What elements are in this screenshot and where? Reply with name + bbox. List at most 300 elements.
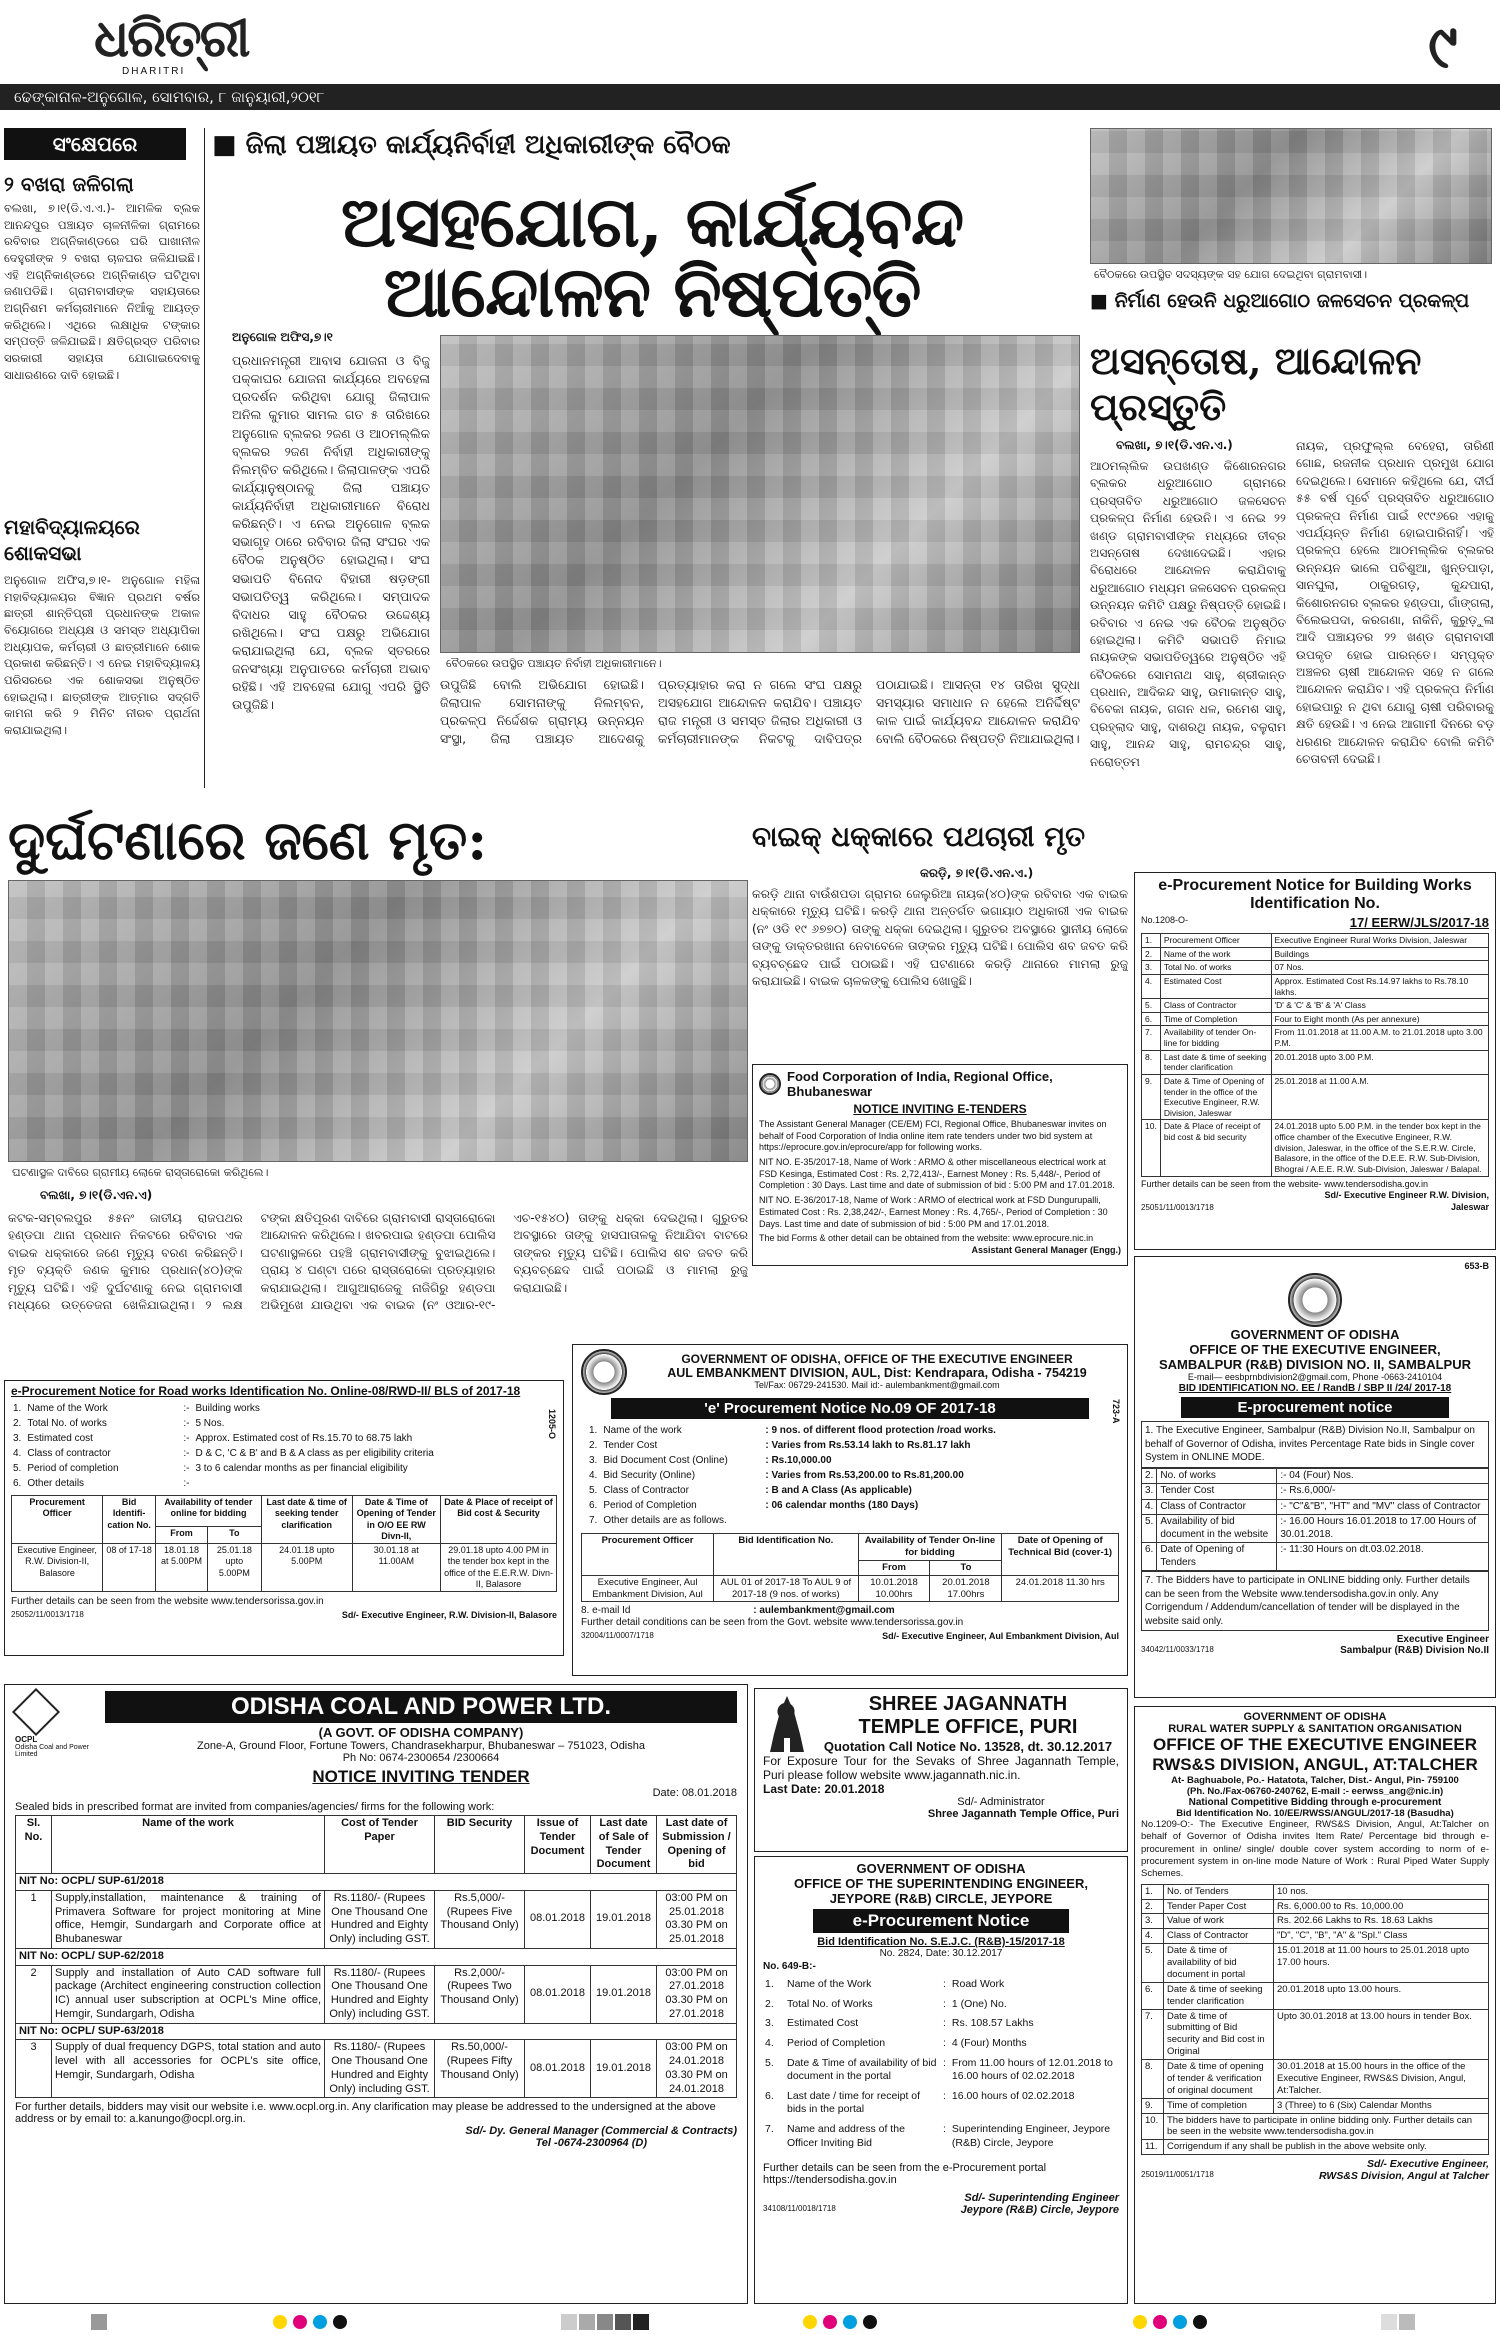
balasore-title: e-Procurement Notice for Road works Identification No. Online-08/RWD-II/ BLS of 2017-18 <box>11 1384 521 1398</box>
row-value: 07 Nos. <box>1271 961 1488 975</box>
fci-ad <box>752 1064 1128 1266</box>
jaleswar-ad <box>1134 872 1496 1250</box>
cell-submission: 03:00 PM on 27.01.2018 03.30 PM on 27.01.2018 <box>657 1965 737 2023</box>
ocpl-sign2: Tel -0674-2300964 (D) <box>535 2137 647 2150</box>
fci-text: The Assistant General Manager (CE/EM) FCI, Regional Office, Bhubaneswar invites on behalf of Food Corporation of India online item rate tenders under two bid system at https://eprocure.gov.in/eprocure/app for following works. <box>759 1119 1107 1153</box>
separator: : <box>943 2036 946 2049</box>
jeypore-ad <box>754 1856 1128 2304</box>
balasore-sign-row <box>11 1610 557 1622</box>
item-number: 5. <box>765 2056 774 2069</box>
fci-header <box>759 1069 1121 1099</box>
bike-text: କରଡ଼ି ଥାନା ବାଉଁଶପଡା ଗ୍ରାମର ଜେଲୁରିଆ ନାୟକ(୪୦)ଙ୍କ ରବିବାର ଏକ ବାଇକ ଧକ୍କାରେ ମୃତ୍ୟୁ ଘଟିଛି। କରଡ଼ି ଥାନା ଅନ୍ତର୍ଗତ ଭଗାୟାଠ ଅଧିକାରୀ ଏକ ବାଇକ (ନଂ ଓଡି ୧୯ ୬୭୭୦) ତାଙ୍କୁ ଧକ୍କା ଦେଇଥିଲା। ଗୁରୁତର ଅବସ୍ଥାରେ ସ୍ଥାନୀୟ ଲୋକେ ତାଙ୍କୁ ଡାକ୍ତରଖାନା ନେବାବେଳେ ତାଙ୍କର ମୃତ୍ୟୁ ଘଟିଛି। ପୋଲିସ ଶବ ଜବତ କରି ବ୍ୟବଚ୍ଛେଦ ପାଇଁ ପଠାଇଛି। ଏହି ଘଟଣାରେ କରଡ଼ି ଥାନାରେ ମାମଲା ରୁଜୁ କରାଯାଇଛି। ବାଇକ ଚାଳକଙ୍କୁ ପୋଲିସ ଖୋଜୁଛି। <box>752 887 1128 988</box>
row-label: Tender Cost <box>1157 1484 1277 1500</box>
sambalpur-text: 1. The Executive Engineer, Sambalpur (R&B) Division No.II, Sambalpur on behalf of Governor of Odisha, invites Percentage Rate bids in Single cover System in ONLINE MODE. <box>1141 1421 1489 1468</box>
lead-kicker: ■ ଜିଲା ପଞ୍ଚାୟତ କାର୍ଯ୍ୟନିର୍ବାହୀ ଅଧିକାରୀଙ୍କ ବୈଠକ <box>212 130 731 160</box>
balasore-code: 25052/11/0013/1718 <box>11 1610 84 1619</box>
item-number: 1. <box>589 1425 598 1436</box>
row-label: Date & time of opening of tender & verification of original document <box>1164 2060 1274 2099</box>
row-label: No. of Tenders <box>1164 1884 1274 1899</box>
list-item <box>13 1447 434 1460</box>
row-value: Rs. 202.66 Lakhs to Rs. 18.63 Lakhs <box>1274 1914 1489 1929</box>
item-value: Approx. Estimated cost of Rs.15.70 to 68.75 lakh <box>195 1433 413 1444</box>
separator: : <box>943 2017 946 2030</box>
cell-cost: Rs.1180/- (Rupees One Thousand One Hundred and Eighty Only) including GST. <box>325 1965 435 2023</box>
table-row <box>1142 961 1489 975</box>
row-number: 6. <box>1142 1982 1164 2009</box>
color-dots-right <box>1130 2314 1210 2333</box>
sambalpur-l1: GOVERNMENT OF ODISHA <box>1230 1326 1400 1342</box>
sambalpur-sign2: Sambalpur (R&B) Division No.II <box>1340 1645 1489 1657</box>
item-value: Building works <box>195 1403 260 1414</box>
row-number: 3. <box>1142 1914 1164 1929</box>
cell-sale: 19.01.2018 <box>591 2040 657 2098</box>
row-label: Date & time of seeking tender clarification <box>1164 1982 1274 2009</box>
puri-sign1: Sd/- Administrator <box>957 1796 1045 1808</box>
aul-header <box>581 1349 1119 1395</box>
table-row <box>1142 2113 1489 2140</box>
row-value: 30.01.2018 at 15.00 hours in the office of the Executive Engineer, RWS&S Division, Angul, At:Talcher. <box>1274 2060 1489 2099</box>
item-number: 4. <box>589 1470 598 1481</box>
separator: : <box>943 1978 946 1990</box>
table-row <box>1142 1074 1489 1120</box>
item-number: 6. <box>765 2089 774 2102</box>
cell-submission: 03:00 PM on 25.01.2018 03.30 PM on 25.01.2018 <box>657 1890 737 1948</box>
cell-security: Rs.50,000/- (Rupees Fifty Thousand Only) <box>435 2040 525 2098</box>
item-number: 5. <box>13 1463 22 1474</box>
item-value: 5 Nos. <box>195 1418 225 1429</box>
item-value <box>195 1477 433 1490</box>
row-label: No. of works <box>1157 1468 1277 1484</box>
row-label: Class of Contractor <box>1164 1929 1274 1944</box>
list-item <box>765 1998 1117 2016</box>
cell-cost: Rs.1180/- (Rupees One Thousand One Hundred and Eighty Only) including GST. <box>325 1890 435 1948</box>
talcher-l8: Bid Identification No. 10/EE/RWSS/ANGUL/2017-18 (Basudha) <box>1176 1808 1454 1819</box>
item-value: 1 (One) No. <box>951 1997 1007 2010</box>
sambalpur-code: 34042/11/0033/1718 <box>1141 1645 1214 1655</box>
jaleswar-memo: No.1208-O- <box>1141 915 1189 925</box>
jeypore-sign1: Sd/- Superintending Engineer <box>964 2192 1119 2205</box>
balasore-cell-open: 30.01.18 at 11.00AM <box>352 1544 440 1592</box>
fci-footer: The bid Forms & other detail can be obtained from the website: www.eprocure.nic.in <box>759 1233 1094 1244</box>
balasore-th-open: Date & Time of Opening of Tender in O/O EE RW Divn-II, <box>352 1496 440 1544</box>
ocpl-date: Date: 08.01.2018 <box>652 1787 737 1799</box>
ocpl-title: ODISHA COAL AND POWER LTD. <box>105 1691 737 1723</box>
cell-cost: Rs.1180/- (Rupees One Thousand One Hundred and Eighty Only) including GST. <box>325 2040 435 2098</box>
row-label: Total No. of works <box>1160 961 1271 975</box>
ocpl-header-text <box>105 1691 737 1787</box>
item-value: : 9 nos. of different flood protection /road works. <box>765 1425 996 1436</box>
list-item <box>589 1454 996 1467</box>
item-value: : Rs.10,000.00 <box>765 1455 832 1466</box>
item-number: 1. <box>13 1403 22 1414</box>
gray-squares <box>560 2314 650 2334</box>
row-value: "D", "C", "B", "A" & "Spl." Class <box>1274 1929 1489 1944</box>
separator: : <box>943 2089 946 2102</box>
cell-work: Supply,installation, maintenance & training of Primavera Software for project monitoring at Mine office, Hemgir, Sundargarh and Corporate office at Bhubaneswar <box>52 1890 325 1948</box>
cell-issue: 08.01.2018 <box>525 2040 591 2098</box>
item-label: Estimated Cost <box>787 2017 859 2030</box>
talcher-table <box>1141 1884 1489 2156</box>
table-row <box>1142 1914 1489 1929</box>
row-value: Four to Eight month (As per annexure) <box>1271 1012 1488 1026</box>
row-number: 10. <box>1142 1120 1161 1176</box>
jeypore-l3: JEYPORE (R&B) CIRCLE, JEYPORE <box>829 1891 1053 1906</box>
row-value: 3 (Three) to 6 (Six) Calendar Months <box>1274 2098 1489 2113</box>
row-value: :- 16.00 Hours 16.01.2018 to 17.00 Hours of 30.01.2018. <box>1277 1515 1489 1543</box>
aul-cell-officer: Executive Engineer, Aul Embankment Division, Aul <box>582 1575 714 1602</box>
jeypore-bid: Bid Identification No. S.E.J.C. (R&B)-15/2017-18 <box>817 1936 1065 1948</box>
table-row <box>1142 1515 1489 1543</box>
brief-tag: ସଂକ୍ଷେପରେ <box>4 128 186 160</box>
dharua-kicker: ■ ନିର୍ମାଣ ହେଉନି ଧରୁଆଗୋଠ ଜଳସେଚନ ପ୍ରକଳ୍ପ <box>1090 290 1470 312</box>
list-item <box>765 2057 1117 2088</box>
nit-number: NIT No: OCPL/ SUP-63/2018 <box>16 2023 737 2040</box>
table-row <box>16 2040 737 2098</box>
row-label: Date & time of availability of bid document in portal <box>1164 1944 1274 1983</box>
lead-story <box>212 130 1092 333</box>
item-label: Total No. of Works <box>787 1997 873 2010</box>
aul-email-row <box>581 1605 1119 1616</box>
list-item <box>765 2090 1117 2121</box>
ocpl-table <box>15 1815 737 2098</box>
balasore-cell-from: 18.01.18 at 5.00PM <box>156 1544 208 1592</box>
aul-code: 32004/11/0007/1718 <box>581 1631 654 1641</box>
nit-number: NIT No: OCPL/ SUP-61/2018 <box>16 1874 737 1891</box>
fci-logo-icon <box>759 1073 781 1095</box>
talcher-l2: RURAL WATER SUPPLY & SANITATION ORGANISATION <box>1168 1723 1462 1735</box>
row-label: Time of completion <box>1164 2098 1274 2113</box>
table-row <box>1142 1120 1489 1176</box>
item-number: 2. <box>765 1997 774 2010</box>
table-row <box>1142 999 1489 1013</box>
row-value: Upto 30.01.2018 at 13.00 hours in tender Box. <box>1274 2009 1489 2060</box>
list-item <box>589 1439 996 1452</box>
masthead-band <box>0 0 1500 110</box>
brief-item2-text: ଅନୁଗୋଳ ଅଫିସ,୭।୧- ଅନୁଗୋଳ ମହିଳା ମହାବିଦ୍ୟାଳୟର ବିଜ୍ଞାନ ପ୍ରଥମ ବର୍ଷର ଛାତ୍ରୀ ଶାନ୍ତିପ୍ରୀ ପ୍ରଧାନଙ୍କ ଅକାଳ ବିୟୋଗରେ ଅଧ୍ୟକ୍ଷ ଓ ସମସ୍ତ ଅଧ୍ୟାପିକା ଅଧ୍ୟାପକ, କର୍ମଚାରୀ ଓ ଛାତ୍ରୀମାନେ ଶୋକ ପ୍ରକାଶ କରିଛନ୍ତି। ଏ ନେଇ ମହାବିଦ୍ୟାଳୟ ପରିସରରେ ଏକ ଶୋକସଭା ଅନୁଷ୍ଠିତ ହୋଇଥିଲା। ଛାତ୍ରୀଙ୍କ ଆତ୍ମାର ସଦ୍ଗତି କାମନା କରି ୨ ମିନିଟ ନୀରବ ପ୍ରାର୍ଥନା କରାଯାଇଥିଲା। <box>4 573 200 738</box>
aul-sign-row <box>581 1631 1119 1643</box>
aul-banner: 'e' Procurement Notice No.09 OF 2017-18 <box>611 1398 1089 1419</box>
separator: :- <box>183 1433 190 1444</box>
row-number: 5. <box>1142 1944 1164 1983</box>
row-number: 4. <box>1142 1929 1164 1944</box>
jaleswar-footer: Further details can be seen from the website- www.tendersodisha.gov.in <box>1141 1178 1428 1189</box>
item-label: Period of Completion <box>603 1500 697 1511</box>
row-value: 'D' & 'C' & 'B' & 'A' Class <box>1271 999 1488 1013</box>
list-item <box>765 2123 1117 2154</box>
puri-last: Last Date: 20.01.2018 <box>763 1782 885 1796</box>
row-label: Value of work <box>1164 1914 1274 1929</box>
row-value: 25.01.2018 at 11.00 A.M. <box>1271 1074 1488 1120</box>
list-item <box>765 2017 1117 2035</box>
balasore-cell-bid: 08 of 17-18 <box>103 1544 156 1592</box>
balasore-table <box>11 1495 557 1592</box>
balasore-cell-clarify: 24.01.18 upto 5.00PM <box>261 1544 352 1592</box>
balasore-th-from: From <box>156 1526 208 1543</box>
row-label: Date & Place of receipt of bid cost & bid security <box>1160 1120 1271 1176</box>
brief-item1-head: ୨ ବଖରା ଜଳିଗଲା <box>4 172 134 196</box>
item-label: Name and address of the Officer Inviting Bid <box>787 2123 905 2149</box>
bike-headline: ବାଇକ୍ ଧକ୍କାରେ ପଥଚାରୀ ମୃତ <box>752 820 1086 853</box>
row-value: :- 11:30 Hours on dt.03.02.2018. <box>1277 1543 1489 1571</box>
balasore-th-officer: Procurement Officer <box>12 1496 103 1544</box>
list-item <box>765 2037 1117 2055</box>
balasore-footer: Further details can be seen from the website www.tendersorissa.gov.in <box>11 1596 324 1607</box>
lead-photo-caption: ବୈଠକରେ ଉପସ୍ଥିତ ପଞ୍ଚାୟତ ନିର୍ବାହୀ ଅଧିକାରୀମାନେ। <box>446 657 662 670</box>
item-value: : B and A Class (As applicable) <box>765 1485 912 1496</box>
row-label: Class of Contractor <box>1157 1499 1277 1515</box>
dharua-text1: ଆଠମଲ୍ଲିକ ଉପଖଣ୍ଡ କିଶୋରନଗର ବ୍ଲକର ଧରୁଆଗୋଠ ଗ୍ରାମରେ ପ୍ରସ୍ତାବିତ ଧରୁଆଗୋଠ ଜଳସେଚନ ପ୍ରକଳ୍ପ ନିର୍ମାଣ ହେଉନି। ଏ ନେଇ ୨୨ ଖଣ୍ଡ ଗ୍ରାମବାସୀଙ୍କ ମଧ୍ୟରେ ତୀବ୍ର ଅସନ୍ତୋଷ ଦେଖାଦେଇଛି। ଏହାର ବିରୋଧରେ ଆନ୍ଦୋଳନ କରାଯିବାକୁ ଧରୁଆଗୋଠ ମଧ୍ୟମ ଜଳସେଚନ ପ୍ରକଳ୍ପ ଉନ୍ନୟନ କମିଟି ପକ୍ଷରୁ ନିଷ୍ପତ୍ତି ହୋଇଛି। ରବିବାର ଏ ନେଇ ଏକ ବୈଠକ ଅନୁଷ୍ଠିତ ହୋଇଥିଲା। କମିଟି ସଭାପତି ନିମାଇ ନାୟକଙ୍କ ସଭାପତିତ୍ୱରେ ଅନୁଷ୍ଠିତ ଏହି ବୈଠକରେ ସୋମନାଥ ସାହୁ, ଶ୍ରୀକାନ୍ତ ପ୍ରଧାନ, ଆଦିକନ୍ଦ ସାହୁ, ଉମାକାନ୍ତ ସାହୁ, ବିବେକା ନାୟକ, ଗଗନ ଧଳ, ରମେଶ ସାହୁ, ପ୍ରହ୍ଲାଦ ସାହୁ, ଦାଶରଥି ନାୟକ, ବଳୁରାମ ସାହୁ, ଆନନ୍ଦ ସାହୁ, ରାମଚନ୍ଦ୍ର ସାହୁ, ନରୋତ୍ତମ <box>1090 459 1286 769</box>
fci-notice: NOTICE INVITING E-TENDERS <box>853 1102 1027 1116</box>
ocpl-notice: NOTICE INVITING TENDER <box>312 1767 530 1786</box>
item-value: : Varies from Rs.53,200.00 to Rs.81,200.00 <box>765 1470 964 1481</box>
table-row <box>1142 1929 1489 1944</box>
row-value: Rs. 6,000.00 to Rs. 10,000.00 <box>1274 1899 1489 1914</box>
cell-sl: 1 <box>16 1890 52 1948</box>
row-number: 7. <box>1142 2009 1164 2060</box>
row-number: 2. <box>1142 947 1161 961</box>
list-item <box>13 1477 434 1490</box>
row-value: 20.01.2018 upto 13.00 hours. <box>1274 1982 1489 2009</box>
masthead-logo: ଧରିତ୍ରୀ <box>94 8 249 69</box>
item-number: 3. <box>765 2017 774 2030</box>
item-label: Class of Contractor <box>603 1485 689 1496</box>
nit-row <box>16 2023 737 2040</box>
row-number: 2. <box>1142 1899 1164 1914</box>
item-label: Estimated cost <box>27 1433 93 1444</box>
row-value: :- "C"&"B", "HT" and "MV" class of Contractor <box>1277 1499 1489 1515</box>
item-label: Other details are as follows. <box>603 1515 727 1526</box>
aul-th-bid: Bid Identification No. <box>714 1534 859 1576</box>
dharua-byline: ବଲଖା, ୭।୧(ଡି.ଏନ.ଏ.) <box>1116 438 1233 452</box>
nit-row <box>16 1948 737 1965</box>
ocpl-sub: (A GOVT. OF ODISHA COMPANY) <box>318 1725 524 1740</box>
puri-l2: TEMPLE OFFICE, PURI <box>858 1716 1078 1738</box>
balasore-th-receipt: Date & Place of receipt of Bid cost & Security <box>441 1496 557 1544</box>
item-value: Superintending Engineer, Jeypore (R&B) Circle, Jeypore <box>951 2123 1111 2149</box>
puri-text: For Exposure Tour for the Sevaks of Shree Jagannath Temple, Puri please follow website www.jagannath.nic.in. <box>763 1754 1119 1782</box>
jaleswar-title: e-Procurement Notice for Building Works Identification No. <box>1158 877 1472 912</box>
dharua-kicker-text: ନିର୍ମାଣ ହେଉନି ଧରୁଆଗୋଠ ଜଳସେଚନ ପ୍ରକଳ୍ପ <box>1114 290 1470 312</box>
aul-l1: GOVERNMENT OF ODISHA, OFFICE OF THE EXECUTIVE ENGINEER <box>681 1352 1073 1367</box>
ocpl-th-sl: Sl. No. <box>16 1816 52 1874</box>
talcher-sign-row <box>1141 2170 1489 2182</box>
list-item <box>13 1402 434 1415</box>
cell-work: Supply of dual frequency DGPS, total station and auto level with all accessories for OCPL's site office, Hemgir, Sundargarh, Odisha <box>52 2040 325 2098</box>
cell-sale: 19.01.2018 <box>591 1890 657 1948</box>
balasore-ad <box>4 1380 564 1656</box>
item-number: 5. <box>589 1485 598 1496</box>
balasore-cell-officer: Executive Engineer, R.W. Division-II, Balasore <box>12 1544 103 1592</box>
jeypore-l1: GOVERNMENT OF ODISHA <box>856 1861 1026 1876</box>
item-label: Name of the Work <box>27 1403 108 1414</box>
list-item <box>13 1417 434 1430</box>
sambalpur-l5: BID IDENTIFICATION NO. EE / RandB / SBP II /24/ 2017-18 <box>1178 1383 1452 1395</box>
list-item <box>13 1462 434 1475</box>
jeypore-sign-row <box>763 2204 1119 2216</box>
talcher-l3: OFFICE OF THE EXECUTIVE ENGINEER <box>1153 1735 1477 1754</box>
balasore-th-bid: Bid Identifi-cation No. <box>103 1496 156 1544</box>
cell-security: Rs.2,000/- (Rupees Two Thousand Only) <box>435 1965 525 2023</box>
jaleswar-sign-row <box>1141 1190 1489 1213</box>
aul-cell-to: 20.01.2018 17.00hrs <box>930 1575 1002 1602</box>
list-item <box>589 1424 996 1437</box>
item-value: 16.00 hours of 02.02.2018 <box>951 2089 1075 2102</box>
item-number: 3. <box>13 1433 22 1444</box>
item-number: 4. <box>765 2036 774 2049</box>
accident-text: କଟକ-ସମ୍ବଲପୁର ୫୫ନଂ ଜାତୀୟ ରାଜପଥର ହଣ୍ଡପା ଥାନା ପ୍ରଧାନ ନିକଟରେ ରବିବାର ଏକ ବାଇକ ଧକ୍କାରେ ଜଣେ ମୃତ୍ୟୁ ବରଣ କରିଛନ୍ତି। ମୃତ ବ୍ୟକ୍ତି ଜଣକ କୁମାର ପ୍ରଧାନ(୪୦)ଙ୍କ ମୃତ୍ୟୁ ଘଟିଛି। ଏହି ଦୁର୍ଘଟଣାକୁ ନେଇ ଗ୍ରାମବାସୀ ମଧ୍ୟରେ ଉତ୍ତେଜନା ଖେଳିଯାଇଥିଲା। ୨ ଲକ୍ଷ ଟଙ୍କା କ୍ଷତିପୂରଣ ଦାବିରେ ଗ୍ରାମବାସୀ ରାସ୍ତାରୋକୋ ଆନ୍ଦୋଳନ କରିଥିଲେ। ଖବରପାଇ ହଣ୍ଡପା ପୋଲିସ ଘଟଣାସ୍ଥଳରେ ପହଞ୍ଚି ଗ୍ରାମବାସୀଙ୍କୁ ବୁଝାଇଥିଲେ। ପ୍ରାୟ ୪ ଘଣ୍ଟା ପରେ ରାସ୍ତାରୋକୋ ପ୍ରତ୍ୟାହାର କରାଯାଇଥିଲା। ଆଗୁଆରାଜେକୁ ନାଜିଗିରୁ ହଣ୍ଡପା ଅଭିମୁଖେ ଯାଉଥିବା ଏକ ବାଇକ (ନଂ ଓଆର-୧୯-ଏଚ-୧୫୪୦) ତାଙ୍କୁ ଧକ୍କା ଦେଇଥିଲା। ଗୁରୁତର ଅବସ୍ଥାରେ ତାଙ୍କୁ ହାସପାତାଳକୁ ନିଆଯିବା ବାଟରେ ତାଙ୍କର ମୃତ୍ୟୁ ଘଟିଛି। ପୋଲିସ ଶବ ଜବତ କରି ବ୍ୟବଚ୍ଛେଦ ପାଇଁ ପଠାଇଛି ଓ ମାମଲା ରୁଜୁ କରାଯାଇଛି। <box>8 1211 748 1312</box>
ocpl-logo <box>15 1691 95 1787</box>
talcher-intro: No.1209-O:- The Executive Engineer, RWS&S Division, Angul, At:Talcher on behalf of Governor of Odisha invites Item Rate/ Percentage bid through e-procurement in online/ single/ double cover system according to norm of e-procurement system in on-line mode Nature of Work : Rural Piped Water Supply Schemes. <box>1141 1819 1489 1880</box>
talcher-code: 25019/11/0051/1718 <box>1141 2170 1214 2180</box>
aul-th-to: To <box>930 1560 1002 1575</box>
nit-row <box>16 1874 737 1891</box>
ocpl-logo-sub: Odisha Coal and Power Limited <box>15 1744 89 1758</box>
ocpl-ph: Ph No: 0674-2300654 /2300664 <box>342 1752 500 1764</box>
separator: : <box>943 2056 946 2069</box>
row-label: Tender Paper Cost <box>1164 1899 1274 1914</box>
ocpl-intro: Sealed bids in prescribed format are invited from companies/agencies/ firms for the following work: <box>15 1801 495 1813</box>
accident-headline: ଦୁର୍ଘଟଣାରେ ଜଣେ ମୃତ: <box>8 808 488 872</box>
list-item <box>589 1469 996 1482</box>
accident-photo-caption: ଘଟଣାସ୍ଥଳ ଦାବିରେ ଗ୍ରାମୀୟ ଲୋକେ ରାସ୍ତାରୋକୋ କରିଥିଲେ। <box>12 1166 269 1179</box>
cell-sale: 19.01.2018 <box>591 1965 657 2023</box>
item-label: Tender Cost <box>603 1440 658 1451</box>
puri-l1: SHREE JAGANNATH <box>868 1693 1068 1715</box>
row-label: Availability of bid document in the website <box>1157 1515 1277 1543</box>
row-number: 2. <box>1142 1468 1157 1484</box>
item-number: 2. <box>13 1418 22 1429</box>
item-label: Name of the Work <box>787 1978 872 1990</box>
balasore-cell-receipt: 29.01.18 upto 4.00 PM in the tender box kept in the office of the E.E.R.W. Divn-II, Balasore <box>441 1544 557 1592</box>
list-item <box>765 1978 1117 1996</box>
table-row <box>1142 2098 1489 2113</box>
item-number: 2. <box>589 1440 598 1451</box>
talcher-sign1: Sd/- Executive Engineer, <box>1367 2158 1489 2171</box>
jaleswar-table <box>1141 933 1489 1177</box>
separator: :- <box>183 1403 190 1414</box>
item-label: Date & Time of availability of bid document in the portal <box>787 2056 937 2083</box>
lead-byline: ଅନୁଗୋଳ ଅଫିସ,୭।୧ <box>232 330 333 344</box>
row-label: Date & Time of Opening of tender in the office of the Executive Engineer, R.W. Division, Jaleswar <box>1160 1074 1271 1120</box>
ocpl-header <box>15 1691 737 1787</box>
column-rule <box>204 128 205 788</box>
grayscale-strip <box>90 2314 108 2334</box>
aul-footer: Further detail conditions can be seen from the Govt. website www.tendersorissa.gov.in <box>581 1617 964 1629</box>
puri-sign2: Shree Jagannath Temple Office, Puri <box>927 1808 1119 1820</box>
bike-byline: କରଡ଼ି, ୭।୧(ଡି.ଏନ.ଏ.) <box>920 866 1034 880</box>
talcher-l4: RWS&S DIVISION, ANGUL, AT:TALCHER <box>1152 1755 1478 1774</box>
table-row <box>16 1965 737 2023</box>
ocpl-th-cost: Cost of Tender Paper <box>325 1816 435 1874</box>
aul-cell-open: 24.01.2018 11.30 hrs <box>1002 1575 1119 1602</box>
table-row <box>1142 1050 1489 1074</box>
row-number: 4. <box>1142 1499 1157 1515</box>
item-number: 6. <box>13 1478 22 1489</box>
table-row <box>1142 1484 1489 1500</box>
cell-issue: 08.01.2018 <box>525 1965 591 2023</box>
accident-photo <box>8 880 748 1162</box>
row-value: Approx. Estimated Cost Rs.14.97 lakhs to Rs.78.10 lakhs. <box>1271 974 1488 998</box>
sambalpur-l4: E-mail— eesbprnbdivision2@gmail.com, Phone -0663-2410104 <box>1187 1371 1443 1382</box>
row-label: Availability of tender On-line for bidding <box>1160 1026 1271 1050</box>
separator: :- <box>183 1463 190 1474</box>
table-row <box>1142 1543 1489 1571</box>
row-number: 5. <box>1142 999 1161 1013</box>
fci-nit2: NIT NO. E-36/2017-18, Name of Work : ARMO of electrical work at FSD Dungurupalli, Estimated Cost : Rs. 2,38,242/-, Earnest Money : Rs. 4,765/-, Period of Completion : 30 Days. Last time and date of submission of bid : 5:00 PM and 17.01.2018. <box>759 1195 1108 1229</box>
ocpl-ad <box>4 1684 748 2304</box>
row-value: :- Rs.6,000/- <box>1277 1484 1489 1500</box>
jeypore-no: No. 2824, Date: 30.12.2017 <box>879 1948 1003 1959</box>
row-number: 8. <box>1142 2060 1164 2099</box>
item-number: 6. <box>589 1500 598 1511</box>
balasore-cell-to: 25.01.18 upto 5.00PM <box>207 1544 261 1592</box>
aul-sign: Sd/- Executive Engineer, Aul Embankment Division, Aul <box>882 1631 1119 1642</box>
fci-sign: Assistant General Manager (Engg.) <box>971 1244 1121 1255</box>
item-label: Name of the work <box>603 1425 682 1436</box>
aul-header-text <box>635 1352 1119 1392</box>
item-value: : 06 calendar months (180 Days) <box>765 1500 919 1511</box>
item-value: From 11.00 hours of 12.01.2018 to 16.00 hours of 02.02.2018 <box>951 2056 1113 2083</box>
cell-submission: 03:00 PM on 24.01.2018 03.30 PM on 24.01.2018 <box>657 2040 737 2098</box>
row-label: Date of Opening of Tenders <box>1157 1543 1277 1571</box>
table-row <box>1142 947 1489 961</box>
brief-section <box>4 128 200 912</box>
row-label: Procurement Officer <box>1160 934 1271 948</box>
row-number: 4. <box>1142 974 1161 998</box>
gray-squares-right <box>1380 2314 1416 2334</box>
brief-item1-text: ବଲଖା, ୭।୧(ଡି.ଏ.ଏ.)- ଆମଳିକ ବ୍ଲକ ଆନନ୍ଦପୁର ପଞ୍ଚାୟତ ଚାଳନୀଳିକା ଗ୍ରାମରେ ରବିବାର ଅଗ୍ନିକାଣ୍ଡରେ ଘରି ଘାଖାନୀଳ ଦେହୁରୀଙ୍କ ୨ ବଖରା ଚାଳଘର ଜଳିଯାଇଛି। ଏହି ଅଗ୍ନିକାଣ୍ଡରେ ଅଗ୍ନିକାଣ୍ଡ ଘଟିଥିବା ଜଣାପଡିଛି। ଗ୍ରାମବାସୀଙ୍କ ସହାୟତାରେ ଅଗ୍ନିଶମ କର୍ମଚାରୀମାନେ ନିଆଁକୁ ଆୟତ୍ତ କରିଥିଲେ। ଏଥିରେ ଲକ୍ଷାଧିକ ଟଙ୍କାର ସମ୍ପତ୍ତି ଜଳିଯାଇଛି। କ୍ଷତିଗ୍ରସ୍ତ ପରିବାର ସରକାରୀ ସହାୟତା ଯୋଗାଇଦେବାକୁ ସାଧାରଣରେ ଦାବି ହୋଇଛି। <box>4 201 200 382</box>
jaleswar-id: 17/ EERW/JLS/2017-18 <box>1349 915 1489 930</box>
lead-text-bottom: ଉପୁଜିଛି ବୋଲି ଅଭିଯୋଗ ହୋଇଛି। ଜିଲାପାଳ ସୋମନାଙ୍କୁ ନିଲମ୍ବନ, ପ୍ରକଳ୍ପ ନିର୍ଦ୍ଦେଶକ ଗ୍ରାମ୍ୟ ଉନ୍ନୟନ ସଂସ୍ଥା, ଜିଲା ପଞ୍ଚାୟତ ଆଦେଶକୁ ପ୍ରତ୍ୟାହାର କରା ନ ଗଲେ ସଂଘ ପକ୍ଷରୁ ଅସହଯୋଗ ଆନ୍ଦୋଳନ କରାଯିବ। ପଞ୍ଚାୟତ ରାଜ ମନ୍ତ୍ରୀ ଓ ସମସ୍ତ ଜିଲାର ଅଧିକାରୀ ଓ କର୍ମଚାରୀମାନଙ୍କ ନିକଟକୁ ଦାବିପତ୍ର ପଠାଯାଇଛି। ଆସନ୍ତା ୧୪ ତାରିଖ ସୁଦ୍ଧା ସମସ୍ୟାର ସମାଧାନ ନ ହେଲେ ଅନିର୍ଦ୍ଦିଷ୍ଟ କାଳ ପାଇଁ କାର୍ଯ୍ୟବନ୍ଦ ଆନ୍ଦୋଳନ କରାଯିବ ବୋଲି ବୈଠକରେ ନିଷ୍ପତ୍ତି ନିଆଯାଇଥିଲା। <box>440 677 1080 747</box>
list-item <box>589 1514 996 1527</box>
table-row <box>1142 1884 1489 1899</box>
aul-table <box>581 1533 1119 1602</box>
sambalpur-banner: E-procurement notice <box>1181 1397 1449 1418</box>
item-label: Other details <box>27 1478 85 1489</box>
row-label: Estimated Cost <box>1160 974 1271 998</box>
separator: :- <box>183 1478 190 1489</box>
aul-l2: AUL EMBANKMENT DIVISION, AUL, Dist: Kendrapara, Odisha - 754219 <box>667 1366 1087 1381</box>
ocpl-addr: Zone-A, Ground Floor, Fortune Towers, Chandrasekharpur, Bhubaneswar – 751023, Odisha <box>196 1740 645 1752</box>
table-row <box>16 1890 737 1948</box>
item-label: Class of contractor <box>27 1448 111 1459</box>
jeypore-table <box>763 1976 1119 2156</box>
color-dots-left <box>270 2314 350 2333</box>
aul-cell-from: 10.01.2018 10.00hrs <box>858 1575 930 1602</box>
ocpl-th-work: Name of the work <box>52 1816 325 1874</box>
talcher-l6: (Ph. No./Fax-06760-240762, E-mail :- eerwss_ang@nic.in) <box>1186 1786 1444 1797</box>
jeypore-code: 34108/11/0018/1718 <box>763 2204 836 2214</box>
row-label: Corrigendum if any shall be publish in the above website only. <box>1164 2140 1489 2155</box>
row-number: 6. <box>1142 1543 1157 1571</box>
row-number: 9. <box>1142 1074 1161 1120</box>
row-number: 7. <box>1142 1026 1161 1050</box>
dharua-headline: ଅସନ୍ତୋଷ, ଆନ୍ଦୋଳନ ପ୍ରସ୍ତୁତି <box>1090 338 1422 429</box>
row-value: From 11.01.2018 at 11.00 A.M. to 21.01.2018 upto 3.00 P.M. <box>1271 1026 1488 1050</box>
row-number: 5. <box>1142 1515 1157 1543</box>
item-label: Last date / time for receipt of bids in the portal <box>787 2089 921 2116</box>
sambalpur-sign1: Executive Engineer <box>1396 1634 1489 1646</box>
aul-email: : aulembankment@gmail.com <box>753 1605 895 1617</box>
talcher-ad <box>1134 1706 1496 2304</box>
talcher-l7: National Competitive Bidding through e-procurement <box>1188 1797 1442 1808</box>
jaleswar-code: 25051/11/0013/1718 <box>1141 1203 1214 1213</box>
sambalpur-sign-row <box>1141 1645 1489 1656</box>
aul-th-open: Date of Opening of Technical Bid (cover-1) <box>1002 1534 1119 1576</box>
item-number: 7. <box>765 2123 774 2136</box>
item-label: Bid Security (Online) <box>603 1470 696 1481</box>
accident-byline: ବଲଖା, ୭।୧(ଡି.ଏନ.ଏ) <box>40 1188 153 1202</box>
